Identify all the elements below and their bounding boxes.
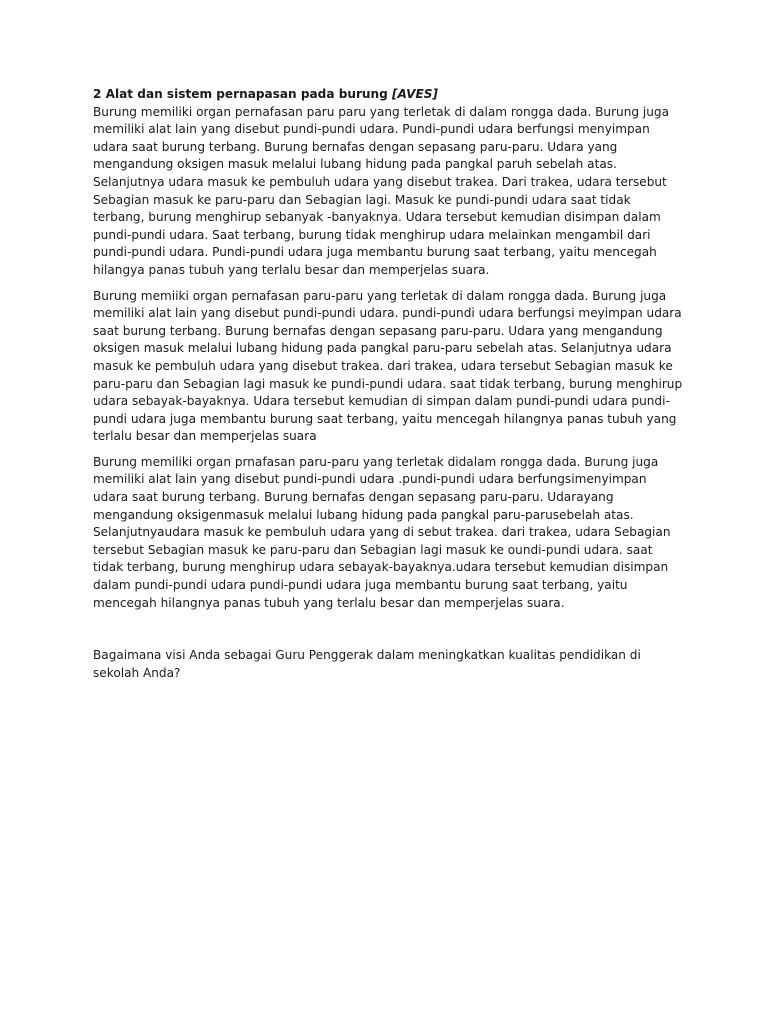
document-title [93, 86, 683, 104]
paragraph-1: Burung memiliki organ pernafasan paru paru yang terletak di dalam rongga dada. Burung juga memiliki alat lain yang disebut pundi-pundi udara. Pundi-pundi udara berfungsi menyimpan udara saat burung terbang. Burung bernafas dengan sepasang paru-paru. Udara yang mengandung oksigen masuk melalui lubang hidung pada pangkal paruh sebelah atas. Selanjutnya udara masuk ke pembuluh udara yang disebut trakea. Dari trakea, udara tersebut Sebagian masuk ke paru-paru dan Sebagian lagi. Masuk ke pundi-pundi udara saat tidak terbang, burung menghirup sebanyak -banyaknya. Udara tersebut kemudian disimpan dalam pundi-pundi udara. Saat terbang, burung tidak menghirup udara melainkan mengambil dari pundi-pundi udara. Pundi-pundi udara juga membantu burung saat terbang, yaitu mencegah hilangya panas tubuh yang terlalu besar dan memperjelas suara. [93, 104, 670, 277]
title-main: 2 Alat dan sistem pernapasan pada burung [93, 87, 393, 101]
question-paragraph: Bagaimana visi Anda sebagai Guru Penggerak dalam meningkatkan kualitas pendidikan di sekolah Anda? [93, 648, 641, 680]
paragraph-2: Burung memiiki organ pernafasan paru-paru yang terletak di dalam rongga dada. Burung juga memiliki alat lain yang disebut pundi-pundi udara. pundi-pundi udara berfungsi meyimpan udara saat burung terbang. Burung bernafas dengan sepasang paru-paru. Udara yang mengandung oksigen masuk melalui lubang hidung pada pangkal paru-paru sebelah atas. Selanjutnya udara masuk ke pembuluh udara yang disebut trakea. dari trakea, udara tersebut Sebagian masuk ke paru-paru dan Sebagian lagi masuk ke pundi-pundi udara. saat tidak terbang, burung menghirup udara sebayak-bayaknya. Udara tersebut kemudian di simpan dalam pundi-pundi udara pundi-pundi udara juga membantu burung saat terbang, yaitu mencegah hilangnya panas tubuh yang terlalu besar dan memperjelas suara [93, 288, 683, 444]
document-body [93, 86, 683, 690]
title-emphasis: [AVES] [392, 87, 438, 101]
paragraph-3: Burung memiliki organ prnafasan paru-paru yang terletak didalam rongga dada. Burung juga memiliki alat lain yang disebut pundi-pundi udara .pundi-pundi udara berfungsimenyimpan udara saat burung terbang. Burung bernafas dengan sepasang paru-paru. Udarayang mengandung oksigenmasuk melalui lubang hidung pada pangkal paru-parusebelah atas. Selanjutnyaudara masuk ke pembuluh udara yang di sebut trakea. dari trakea, udara Sebagian tersebut Sebagian masuk ke paru-paru dan Sebagian lagi masuk ke oundi-pundi udara. saat tidak terbang, burung menghirup udara sebayak-bayaknya.udara tersebut kemudian disimpan dalam pundi-pundi udara pundi-pundi udara juga membantu burung saat terbang, yaitu mencegah hilangnya panas tubuh yang terlalu besar dan memperjelas suara. [93, 454, 671, 610]
